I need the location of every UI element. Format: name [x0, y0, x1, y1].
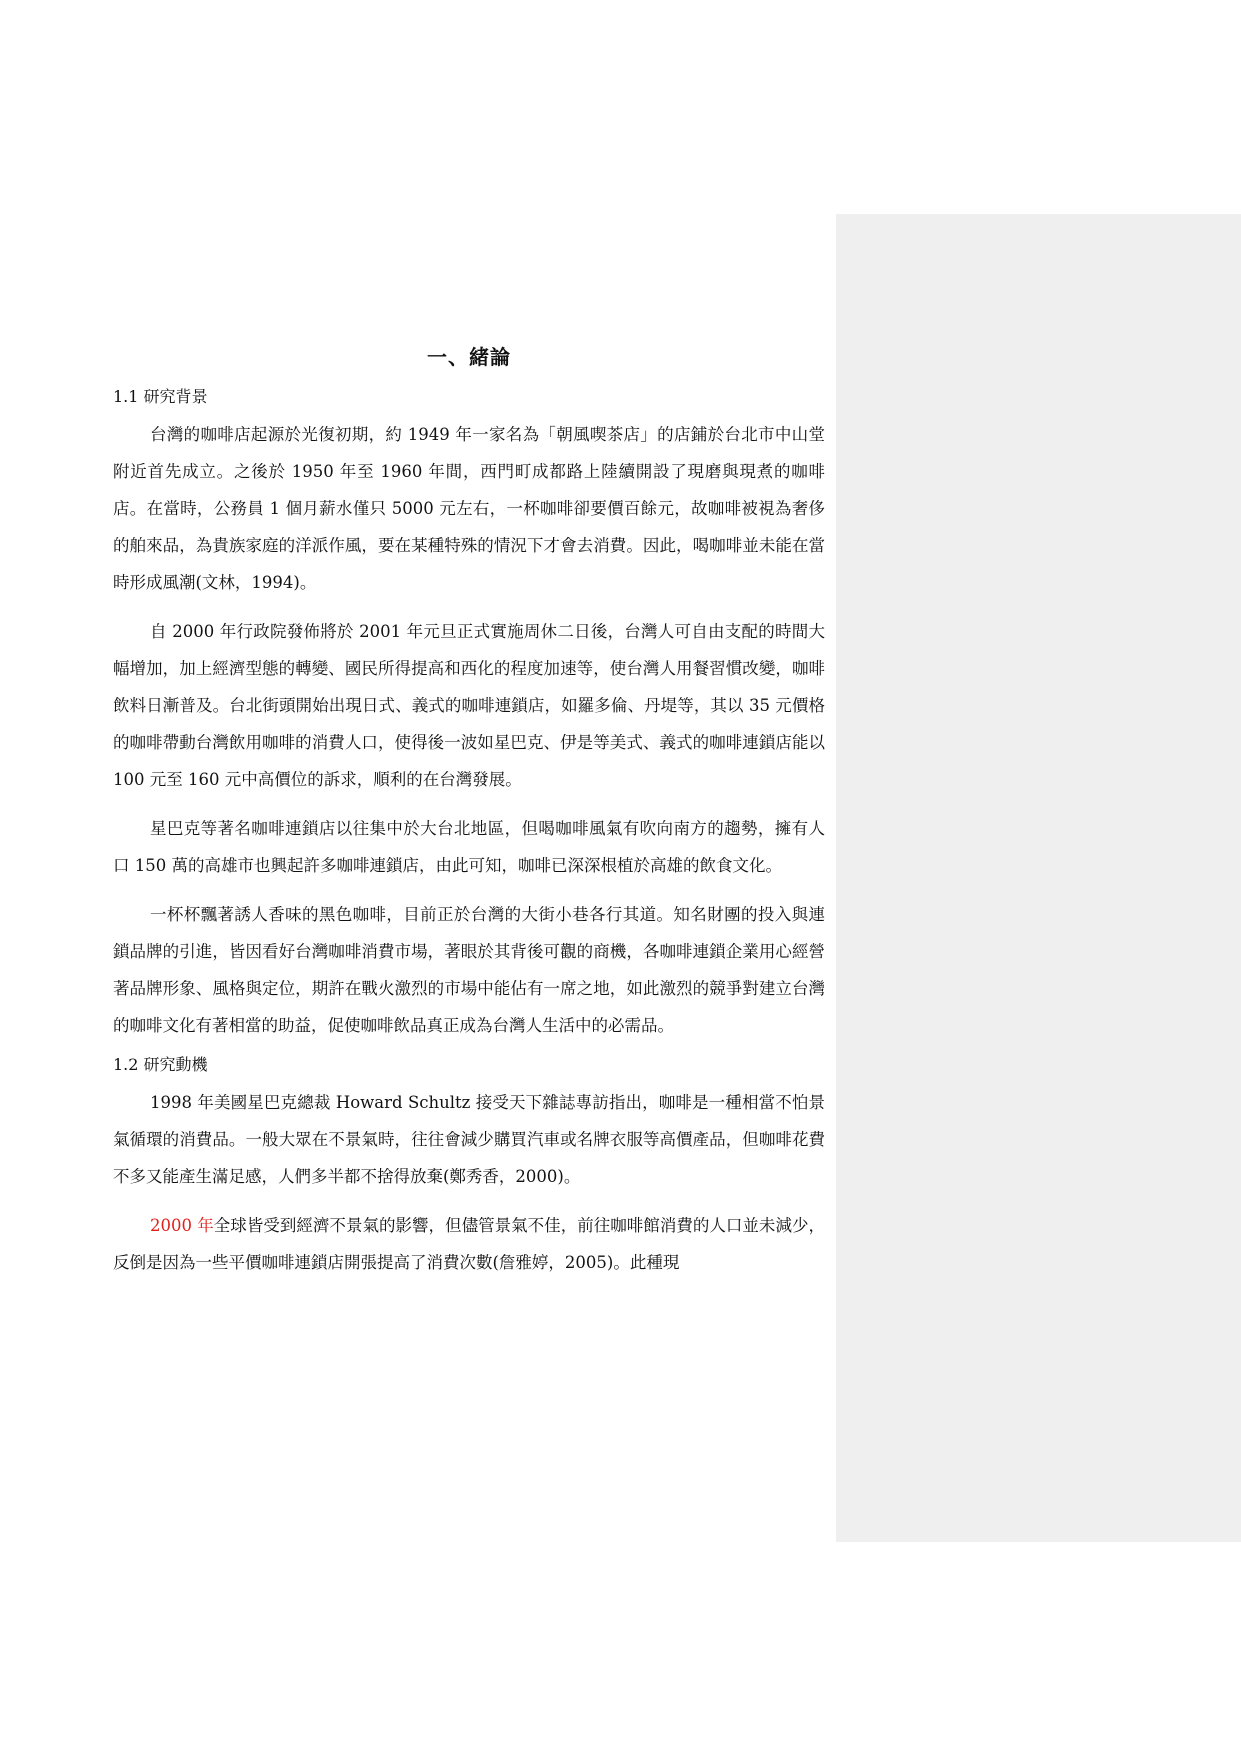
- paragraph-highlighted: [113, 1207, 825, 1281]
- paragraph: 1998 年美國星巴克總裁 Howard Schultz 接受天下雜誌專訪指出，咖啡是一種相當不怕景氣循環的消費品。一般大眾在不景氣時，往往會減少購買汽車或名牌衣服等高價產品，但咖啡花費不多又能產生滿足感，人們多半都不捨得放棄(鄭秀香，2000)。: [113, 1093, 825, 1186]
- comment-pane: [836, 214, 1241, 1542]
- section-heading-1-1: 1.1 研究背景: [113, 387, 208, 406]
- highlighted-text: 2000 年: [150, 1216, 214, 1235]
- paragraph-text: 全球皆受到經濟不景氣的影響，但儘管景氣不佳，前往咖啡館消費的人口並未減少，反倒是因為一些平價咖啡連鎖店開張提高了消費次數(詹雅婷，2005)。此種現: [113, 1216, 825, 1272]
- section-heading-1-2: 1.2 研究動機: [113, 1055, 208, 1074]
- paragraph: 星巴克等著名咖啡連鎖店以往集中於大台北地區，但喝咖啡風氣有吹向南方的趨勢，擁有人口 150 萬的高雄市也興起許多咖啡連鎖店，由此可知，咖啡已深深根植於高雄的飲食文化。: [113, 819, 825, 875]
- paragraph: 一杯杯飄著誘人香味的黑色咖啡，目前正於台灣的大街小巷各行其道。知名財團的投入與連鎖品牌的引進，皆因看好台灣咖啡消費市場，著眼於其背後可觀的商機，各咖啡連鎖企業用心經營著品牌形象、風格與定位，期許在戰火激烈的市場中能佔有一席之地，如此激烈的競爭對建立台灣的咖啡文化有著相當的助益，促使咖啡飲品真正成為台灣人生活中的必需品。: [113, 905, 825, 1035]
- chapter-title: 一、緒論: [427, 345, 511, 369]
- paragraph: 台灣的咖啡店起源於光復初期，約 1949 年一家名為「朝風喫茶店」的店鋪於台北市中山堂附近首先成立。之後於 1950 年至 1960 年間，西門町成都路上陸續開設了現磨與現煮的咖啡店。在當時，公務員 1 個月薪水僅只 5000 元左右，一杯咖啡卻要價百餘元，故咖啡被視為奢侈的舶來品，為貴族家庭的洋派作風，要在某種特殊的情況下才會去消費。因此，喝咖啡並未能在當時形成風潮(文林，1994)。: [113, 425, 825, 592]
- document-body: [113, 338, 825, 1293]
- paragraph: 自 2000 年行政院發佈將於 2001 年元旦正式實施周休二日後，台灣人可自由支配的時間大幅增加，加上經濟型態的轉變、國民所得提高和西化的程度加速等，使台灣人用餐習慣改變，咖啡飲料日漸普及。台北街頭開始出現日式、義式的咖啡連鎖店，如羅多倫、丹堤等，其以 35 元價格的咖啡帶動台灣飲用咖啡的消費人口，使得後一波如星巴克、伊是等美式、義式的咖啡連鎖店能以 100 元至 160 元中高價位的訴求，順利的在台灣發展。: [113, 622, 825, 789]
